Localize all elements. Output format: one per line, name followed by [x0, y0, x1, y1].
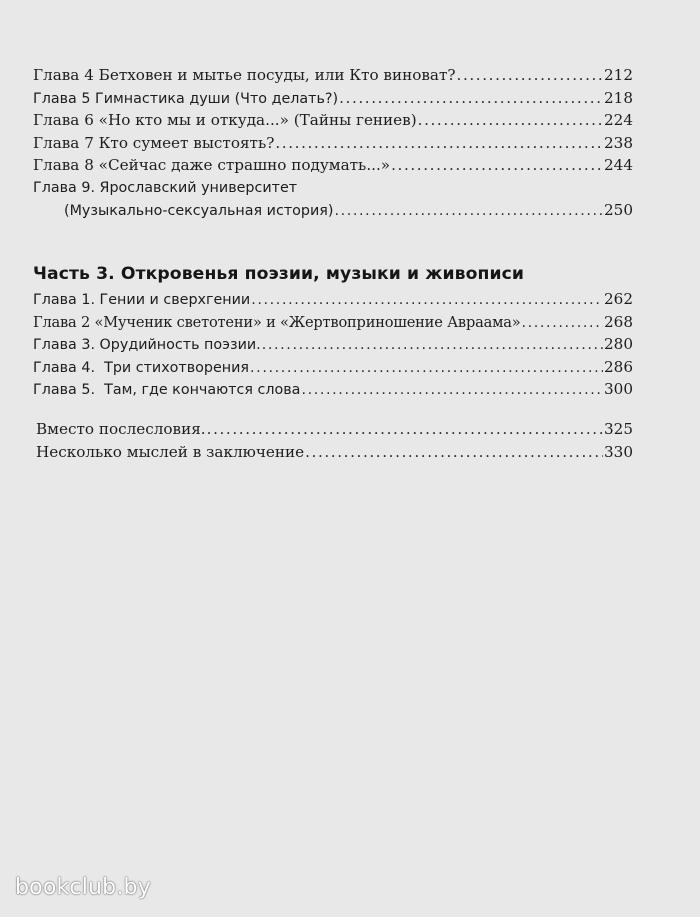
- toc-entry-page: 330: [604, 442, 633, 461]
- toc-entry-page: 250: [604, 201, 633, 219]
- toc-entry: [33, 288, 633, 311]
- toc-part3-entries: [33, 288, 633, 401]
- toc-entry-title: Глава 4 Бетховен и мытье посуды, или Кто виноват?: [33, 66, 456, 84]
- toc-entry: [33, 199, 633, 222]
- leader-dots: [418, 109, 603, 132]
- toc-entry-page: 300: [604, 380, 633, 398]
- leader-dots: [391, 154, 603, 177]
- toc-entry-title-line1: Глава 9. Ярославский университет: [33, 179, 298, 196]
- toc-entry-title: Вместо послесловия.: [36, 420, 206, 438]
- toc-entry-page: 244: [604, 156, 633, 174]
- toc-entry-title: Глава 5 Гимнастика души (Что делать?): [33, 90, 339, 107]
- toc-entry-title: Глава 3. Орудийность поэзии.: [33, 337, 261, 353]
- leader-dots: [521, 312, 603, 335]
- toc-entry: [33, 356, 633, 379]
- toc-entry-page: 280: [604, 335, 633, 353]
- toc-entry-page: 325: [604, 420, 633, 438]
- toc-entry-page: 268: [604, 312, 633, 331]
- leader-dots: [207, 418, 603, 441]
- toc-part2-block: [33, 64, 633, 222]
- toc-entry: [36, 441, 633, 464]
- toc-entry-title-line2: (Музыкально-сексуальная история): [64, 203, 334, 219]
- toc-afterword-block: [36, 418, 633, 463]
- leader-dots: [251, 289, 603, 312]
- toc-entry-title: Глава 2 «Мученик светотени» и «Жертвоприношение Авраама»: [33, 313, 521, 331]
- toc-entry-title: Глава 4. Три стихотворения: [33, 359, 250, 376]
- toc-entry: [33, 378, 633, 401]
- toc-entry-title: Глава 1. Гении и сверхгении: [33, 292, 251, 308]
- leader-dots: [305, 441, 603, 464]
- toc-entry: [36, 418, 633, 441]
- toc-entry: [33, 109, 633, 132]
- toc-entry-title: Глава 6 «Но кто мы и откуда...» (Тайны гениев): [33, 111, 417, 129]
- toc-entry-title: Глава 8 «Сейчас даже страшно подумать...»: [33, 156, 391, 174]
- leader-dots: [301, 379, 603, 402]
- section-title: Часть 3. Откровенья поэзии, музыки и живописи: [33, 264, 525, 284]
- toc-entry: [33, 333, 633, 356]
- toc-entry-page: 212: [604, 66, 633, 84]
- toc-entry-title: Глава 7 Кто сумеет выстоять?: [33, 133, 275, 152]
- toc-entry: [33, 64, 633, 87]
- leader-dots: [262, 334, 603, 357]
- toc-entry-title: Несколько мыслей в заключение: [36, 442, 305, 461]
- toc-entry: [33, 154, 633, 177]
- toc-entry-page: 218: [604, 88, 633, 107]
- toc-entry-page: 238: [604, 133, 633, 152]
- site-watermark: bookclub.by: [15, 875, 151, 900]
- toc-part3-block: [33, 262, 633, 401]
- toc-entry: [33, 311, 633, 334]
- leader-dots: [339, 87, 603, 110]
- leader-dots: [275, 132, 603, 155]
- leader-dots: [334, 200, 603, 223]
- toc-entry-page: 224: [604, 111, 633, 129]
- toc-entry-page: 262: [604, 290, 633, 308]
- leader-dots: [250, 357, 603, 380]
- toc-entry: [33, 87, 633, 110]
- leader-dots: [457, 64, 603, 87]
- toc-entry: [33, 132, 633, 155]
- toc-entry-title: Глава 5. Там, где кончаются слова: [33, 382, 301, 398]
- toc-entry-page: 286: [604, 357, 633, 376]
